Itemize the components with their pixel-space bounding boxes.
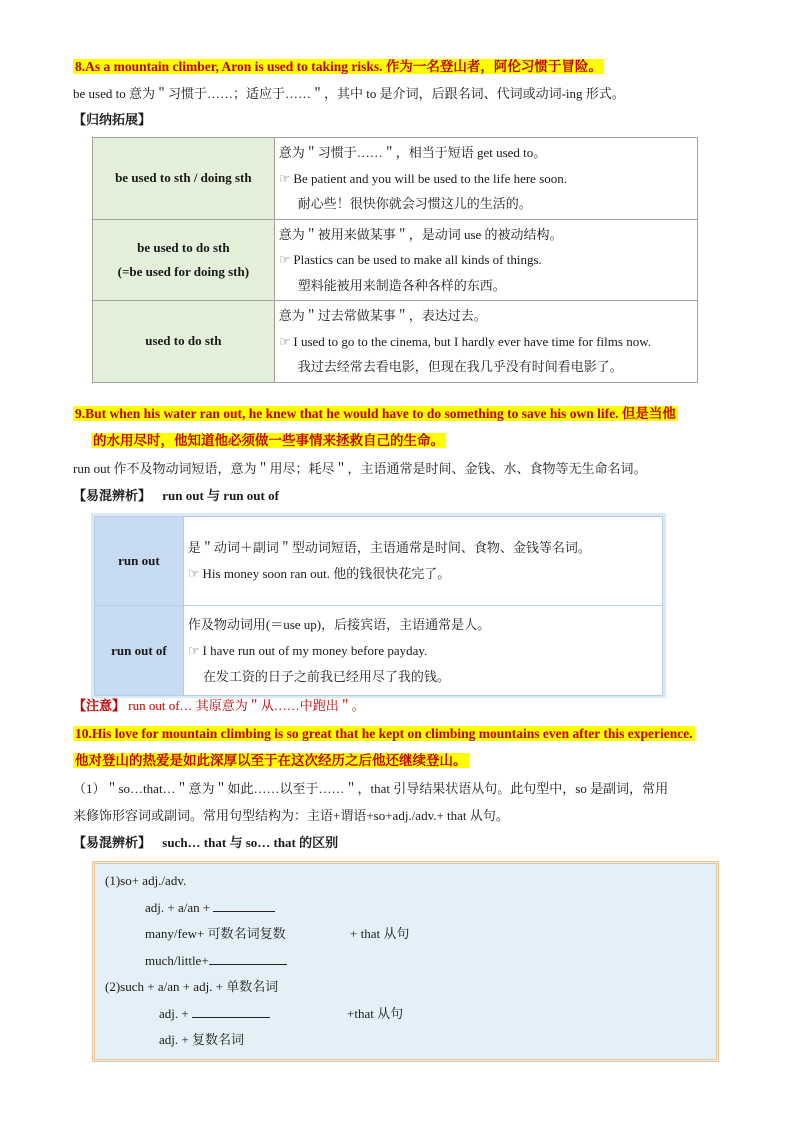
table-row [93,138,698,220]
note-label: 【注意】 [73,698,126,713]
section-9-title-row-1 [73,404,678,424]
table-label-cell: run out [95,517,184,606]
run-out-table [94,516,663,696]
table-text-cell: 意为＂过去常做某事＂，表达过去。 ☞ I used to go to the cinema, but I hardly ever have time for films now. 我过去经常去看电影，但现在我几乎没有时间看电影了。 [274,301,697,383]
fill-blank [213,898,275,912]
note-row [73,696,365,716]
pointing-hand-icon: ☞ [278,333,291,349]
note-text: run out of… 其原意为＂从……中跑出＂。 [128,698,365,713]
section-10-title-2: 他对登山的热爱是如此深厚以至于在这次经历之后他还继续登山。 [75,753,467,768]
run-out-table-frame [91,513,666,698]
section-9-title-1: 9.But when his water ran out, he knew that he would have to do something to save his own life. 但是当他 [75,406,676,421]
so-structure-1: adj. + a/an + [105,895,706,922]
pointing-hand-icon: ☞ [278,252,291,267]
table-row [95,606,663,696]
section-9-title-row-2 [91,431,446,451]
table-text-cell: 作及物动词用(＝use up)，后接宾语，主语通常是人。 ☞ I have run out of my money before payday. 在发工资的日子之前我已经用尽了我的钱。 [183,606,662,696]
section-9-confuse-row [73,486,279,506]
section-9-explanation: run out 作不及物动词短语，意为＂用尽；耗尽＂，主语通常是时间、金钱、水、食物等无生命名词。 [73,461,647,476]
section-8-explanation: be used to 意为＂习惯于……；适应于……＂，其中 to 是介词，后跟名词、代词或动词-ing 形式。 [73,86,625,101]
such-structure-2: adj. + 复数名词 [159,1032,244,1047]
such-that-clause: +that 从句 [347,1005,404,1021]
section-10-explanation-2: 来修饰形容词或副词。常用句型结构为：主语+谓语+so+adj./adv.+ that 从句。 [73,808,509,823]
such-structure-1: adj. + +that 从句 [105,1001,706,1028]
table-text-cell: 意为＂被用来做某事＂，是动词 use 的被动结构。 ☞ Plastics can be used to make all kinds of things. 塑料能被用来制造各种各样的东西。 [274,219,697,301]
table-label-cell: be used to sth / doing sth [93,138,275,220]
pointing-hand-icon: ☞ [187,566,200,581]
section-8-title: 8.As a mountain climber, Aron is used to taking risks. 作为一名登山者，阿伦习惯于冒险。 [75,59,602,74]
so-such-structure-box [92,861,719,1062]
so-that-clause: + that 从句 [350,926,410,941]
table-text-cell: 是＂动词＋副词＂型动词短语，主语通常是时间、食物、金钱等名词。 ☞ His money soon ran out. 他的钱很快花完了。 [183,517,662,606]
table-row [93,219,698,301]
expand-label: 【归纳拓展】 [73,112,152,127]
pointing-hand-icon: ☞ [187,642,200,658]
confuse-topic: run out 与 run out of [162,488,279,503]
table-text-cell: 意为＂习惯于……＂，相当于短语 get used to。 ☞ Be patient and you will be used to the life here soon. 耐心些！很快你就会习惯这儿的生活的。 [274,138,697,220]
confuse-label: 【易混辨析】 [73,835,152,850]
confuse-label: 【易混辨析】 [73,488,152,503]
section-10-title-row-2 [73,751,469,771]
table-label-cell: used to do sth [93,301,275,383]
section-10-title-row-1 [73,724,695,744]
fill-blank [192,1004,270,1018]
table-label-cell: be used to do sth (=be used for doing sth) [93,219,275,301]
confuse-topic: such… that 与 so… that 的区别 [162,835,339,850]
so-head: (1)so+ adj./adv. [105,873,187,888]
section-8-title-row [73,57,604,77]
table-label-cell: run out of [95,606,184,696]
table-row [95,517,663,606]
section-9-title-2: 的水用尽时，他知道他必须做一些事情来拯救自己的生命。 [93,433,444,448]
fill-blank [209,951,287,965]
so-structure-3: much/little+ [105,948,706,975]
table-row [93,301,698,383]
pointing-hand-icon: ☞ [278,170,291,186]
section-10-explanation-1: （1）＂so…that…＂意为＂如此……以至于……＂，that 引导结果状语从句。此句型中，so 是副词，常用 [73,781,669,796]
section-10-title-1: 10.His love for mountain climbing is so great that he kept on climbing mountains even after this experience. [75,726,693,741]
such-head: (2)such + a/an + adj. + 单数名词 [105,979,279,994]
be-used-to-table [92,137,698,383]
so-structure-2: many/few+ 可数名词复数 + that 从句 [105,921,706,948]
section-10-confuse-row [73,833,338,853]
